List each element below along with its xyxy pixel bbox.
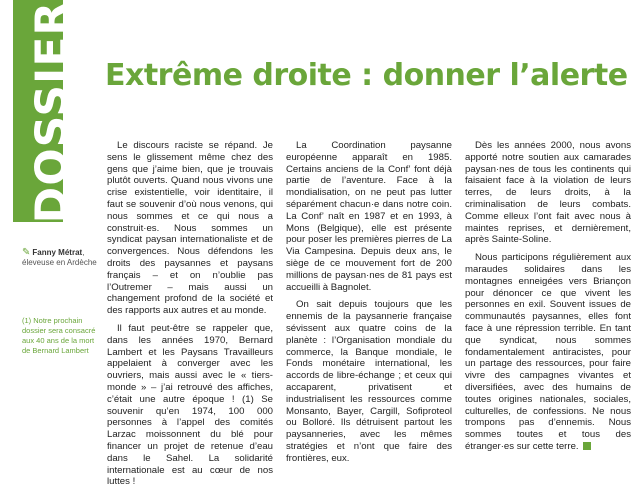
footnote: (1) Notre prochain dossier sera consacré aux 40 ans de la mort de Bernard Lambert	[22, 316, 96, 355]
article-column-3	[465, 140, 631, 453]
paragraph: La Coordination paysanne européenne apparaît en 1985. Certains anciens de la Conf’ font déjà partie de l’aventure. Face à la mondialisation, on ne peut pas lutter séparément chacun·e dans notre coin. La Conf’ naît en 1987 et en 1993, à Mons (Belgique), elle est présente pour poser les premières pierres de La Via Campesina. Depuis deux ans, le siège de ce mouvement fort de 200 millions de paysan·nes de 81 pays est accueilli à Bagnolet.	[286, 140, 452, 293]
end-square-icon	[583, 442, 591, 450]
paragraph: Le discours raciste se répand. Je sens le glissement même chez des gens que j’aime bien, que je trouvais plutôt ouverts. Quand nous vivons une crise existentielle, voir identitaire, il faut se souvenir d’où nous venons, qui nous sommes et ce qui nous a construit·es. Nous sommes un syndicat paysan internationaliste et de convergences. Nous défendons les droits des paysannes et paysans français – et on n’oublie pas l’Outremer – mais aussi un changement profond de la société et des rapports aux autres et au monde.	[107, 140, 273, 317]
section-label: DOSSIER	[26, 0, 78, 224]
article-headline: Extrême droite : donner l’alerte	[105, 58, 628, 93]
author-name: Fanny Métrat	[32, 248, 83, 257]
paragraph-text: Nous participons régulièrement aux maraudes solidaires dans les montagnes enneigées vers Briançon pour dénoncer ce que vivent les personnes en exil. Souvent issues de communautés paysannes, elles font face à une répression terrible. En tant que syndicat, nous sommes fondamentalement antiracistes, pour un partage des ressources, pour faire vivre des campagnes vivantes et diversifiées, avec des humains de toutes origines nationales, sociales, culturelles, de confessions. Ne nous trompons pas d’ennemis. Nous sommes toutes et tous des étranger·es sur cette terre.	[465, 252, 631, 452]
pencil-icon: ✎	[22, 247, 31, 258]
section-band	[13, 0, 78, 224]
paragraph-last	[465, 252, 631, 453]
author-role: , éleveuse en Ardèche	[22, 248, 97, 267]
paragraph: Il faut peut-être se rappeler que, dans les années 1970, Bernard Lambert et les Paysans Travailleurs appelaient à converger avec les ouvriers, mais aussi avec le « tiers-monde » – j’ai retrouvé des affiches, c’était une autre époque ! (1) Se souvenir qu’en 1974, 100 000 personnes à l’appel des comités Larzac moissonnent du blé pour financer un projet de retenue d’eau dans le Sahel. La solidarité internationale est au cœur de nos luttes !	[107, 322, 273, 488]
author-byline	[22, 248, 100, 268]
paragraph: On sait depuis toujours que les ennemis de la paysannerie française sévissent aux quatre coins de la planète : l’Organisation mondiale du commerce, la Banque mondiale, le Fonds monétaire international, les accords de libre-échange ; et ceux qui accaparent, privatisent et industrialisent les ressources comme Monsanto, Bayer, Cargill, Sofiproteol ou Bolloré. Ils détruisent partout les paysanneries, avec les mêmes stratégies et n’ont que faire des frontières, eux.	[286, 299, 452, 464]
article-column-1	[107, 140, 273, 488]
paragraph: Dès les années 2000, nous avons apporté notre soutien aux camarades paysan·nes de tous les continents qui faisaient face à la violation de leurs terres, de leurs droits, à la criminalisation de leurs combats. Comme elleux l’ont fait avec nous à maintes reprises, et dernièrement, après Sainte-Soline.	[465, 140, 631, 246]
article-column-2	[286, 140, 452, 465]
